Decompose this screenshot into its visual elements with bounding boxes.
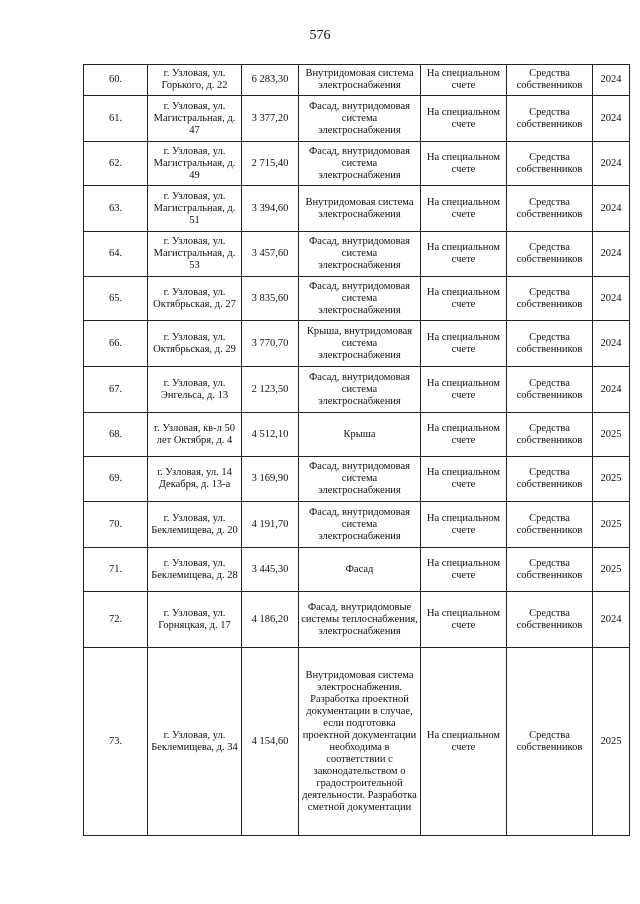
area-cell: 3 394,60 xyxy=(242,186,299,232)
year-cell: 2024 xyxy=(593,277,630,321)
table-row xyxy=(84,232,630,277)
funding-source-cell: Средства собственников xyxy=(507,277,593,321)
table-body xyxy=(84,65,630,836)
works-cell: Крыша xyxy=(299,413,421,457)
funding-source-cell: Средства собственников xyxy=(507,142,593,186)
row-number: 63. xyxy=(84,186,148,232)
address-cell: г. Узловая, ул. Магистральная, д. 51 xyxy=(148,186,242,232)
funding-source-cell: Средства собственников xyxy=(507,592,593,648)
area-cell: 2 123,50 xyxy=(242,367,299,413)
row-number: 69. xyxy=(84,457,148,502)
address-cell: г. Узловая, ул. Октябрьская, д. 27 xyxy=(148,277,242,321)
housing-register-table xyxy=(83,64,630,836)
page-number: 576 xyxy=(309,28,331,43)
works-cell: Внутридомовая система электроснабжения. Разработка проектной документации в случае, если подготовка проектной документации необходима в соответствии с законодательством о градостроительной деятельности. Разработка сметной документации xyxy=(299,648,421,836)
account-cell: На специальном счете xyxy=(421,457,507,502)
funding-source-cell: Средства собственников xyxy=(507,502,593,548)
address-cell: г. Узловая, ул. Магистральная, д. 53 xyxy=(148,232,242,277)
row-number: 73. xyxy=(84,648,148,836)
funding-source-cell: Средства собственников xyxy=(507,457,593,502)
funding-source-cell: Средства собственников xyxy=(507,548,593,592)
account-cell: На специальном счете xyxy=(421,592,507,648)
account-cell: На специальном счете xyxy=(421,232,507,277)
row-number: 62. xyxy=(84,142,148,186)
table-row xyxy=(84,65,630,96)
year-cell: 2024 xyxy=(593,367,630,413)
works-cell: Внутридомовая система электроснабжения xyxy=(299,186,421,232)
account-cell: На специальном счете xyxy=(421,321,507,367)
works-cell: Фасад, внутридомовая система электроснабжения xyxy=(299,232,421,277)
area-cell: 4 191,70 xyxy=(242,502,299,548)
account-cell: На специальном счете xyxy=(421,367,507,413)
row-number: 61. xyxy=(84,96,148,142)
funding-source-cell: Средства собственников xyxy=(507,367,593,413)
area-cell: 3 445,30 xyxy=(242,548,299,592)
year-cell: 2024 xyxy=(593,232,630,277)
table-row xyxy=(84,321,630,367)
account-cell: На специальном счете xyxy=(421,277,507,321)
address-cell: г. Узловая, кв-л 50 лет Октября, д. 4 xyxy=(148,413,242,457)
table-row xyxy=(84,96,630,142)
works-cell: Фасад, внутридомовая система электроснабжения xyxy=(299,457,421,502)
year-cell: 2025 xyxy=(593,648,630,836)
year-cell: 2025 xyxy=(593,502,630,548)
funding-source-cell: Средства собственников xyxy=(507,413,593,457)
table-row xyxy=(84,648,630,836)
funding-source-cell: Средства собственников xyxy=(507,232,593,277)
row-number: 68. xyxy=(84,413,148,457)
year-cell: 2025 xyxy=(593,457,630,502)
table-row xyxy=(84,142,630,186)
address-cell: г. Узловая, ул. Магистральная, д. 49 xyxy=(148,142,242,186)
year-cell: 2024 xyxy=(593,186,630,232)
account-cell: На специальном счете xyxy=(421,502,507,548)
table-row xyxy=(84,186,630,232)
row-number: 70. xyxy=(84,502,148,548)
funding-source-cell: Средства собственников xyxy=(507,648,593,836)
year-cell: 2024 xyxy=(593,142,630,186)
row-number: 71. xyxy=(84,548,148,592)
account-cell: На специальном счете xyxy=(421,142,507,186)
area-cell: 3 835,60 xyxy=(242,277,299,321)
area-cell: 3 169,90 xyxy=(242,457,299,502)
account-cell: На специальном счете xyxy=(421,648,507,836)
funding-source-cell: Средства собственников xyxy=(507,321,593,367)
works-cell: Фасад, внутридомовая система электроснабжения xyxy=(299,96,421,142)
account-cell: На специальном счете xyxy=(421,548,507,592)
address-cell: г. Узловая, ул. Энгельса, д. 13 xyxy=(148,367,242,413)
year-cell: 2025 xyxy=(593,548,630,592)
year-cell: 2024 xyxy=(593,321,630,367)
area-cell: 4 154,60 xyxy=(242,648,299,836)
address-cell: г. Узловая, ул. Октябрьская, д. 29 xyxy=(148,321,242,367)
works-cell: Фасад, внутридомовая система электроснабжения xyxy=(299,367,421,413)
works-cell: Крыша, внутридомовая система электроснабжения xyxy=(299,321,421,367)
works-cell: Фасад, внутридомовая система электроснабжения xyxy=(299,502,421,548)
table-row xyxy=(84,457,630,502)
works-cell: Внутридомовая система электроснабжения xyxy=(299,65,421,96)
funding-source-cell: Средства собственников xyxy=(507,96,593,142)
area-cell: 3 377,20 xyxy=(242,96,299,142)
table-row xyxy=(84,548,630,592)
area-cell: 4 186,20 xyxy=(242,592,299,648)
area-cell: 6 283,30 xyxy=(242,65,299,96)
works-cell: Фасад, внутридомовая система электроснабжения xyxy=(299,277,421,321)
works-cell: Фасад xyxy=(299,548,421,592)
address-cell: г. Узловая, ул. Горняцкая, д. 17 xyxy=(148,592,242,648)
account-cell: На специальном счете xyxy=(421,413,507,457)
address-cell: г. Узловая, ул. Беклемищева, д. 28 xyxy=(148,548,242,592)
table-row xyxy=(84,367,630,413)
row-number: 72. xyxy=(84,592,148,648)
area-cell: 3 457,60 xyxy=(242,232,299,277)
works-cell: Фасад, внутридомовые системы теплоснабжения, электроснабжения xyxy=(299,592,421,648)
table-row xyxy=(84,592,630,648)
area-cell: 4 512,10 xyxy=(242,413,299,457)
year-cell: 2024 xyxy=(593,96,630,142)
year-cell: 2025 xyxy=(593,413,630,457)
funding-source-cell: Средства собственников xyxy=(507,65,593,96)
address-cell: г. Узловая, ул. 14 Декабря, д. 13-а xyxy=(148,457,242,502)
address-cell: г. Узловая, ул. Магистральная, д. 47 xyxy=(148,96,242,142)
table-row xyxy=(84,502,630,548)
row-number: 64. xyxy=(84,232,148,277)
area-cell: 3 770,70 xyxy=(242,321,299,367)
row-number: 67. xyxy=(84,367,148,413)
address-cell: г. Узловая, ул. Горького, д. 22 xyxy=(148,65,242,96)
account-cell: На специальном счете xyxy=(421,186,507,232)
works-cell: Фасад, внутридомовая система электроснабжения xyxy=(299,142,421,186)
address-cell: г. Узловая, ул. Беклемищева, д. 20 xyxy=(148,502,242,548)
address-cell: г. Узловая, ул. Беклемищева, д. 34 xyxy=(148,648,242,836)
funding-source-cell: Средства собственников xyxy=(507,186,593,232)
table-row xyxy=(84,413,630,457)
year-cell: 2024 xyxy=(593,65,630,96)
account-cell: На специальном счете xyxy=(421,96,507,142)
year-cell: 2024 xyxy=(593,592,630,648)
table-row xyxy=(84,277,630,321)
row-number: 60. xyxy=(84,65,148,96)
area-cell: 2 715,40 xyxy=(242,142,299,186)
row-number: 65. xyxy=(84,277,148,321)
row-number: 66. xyxy=(84,321,148,367)
account-cell: На специальном счете xyxy=(421,65,507,96)
